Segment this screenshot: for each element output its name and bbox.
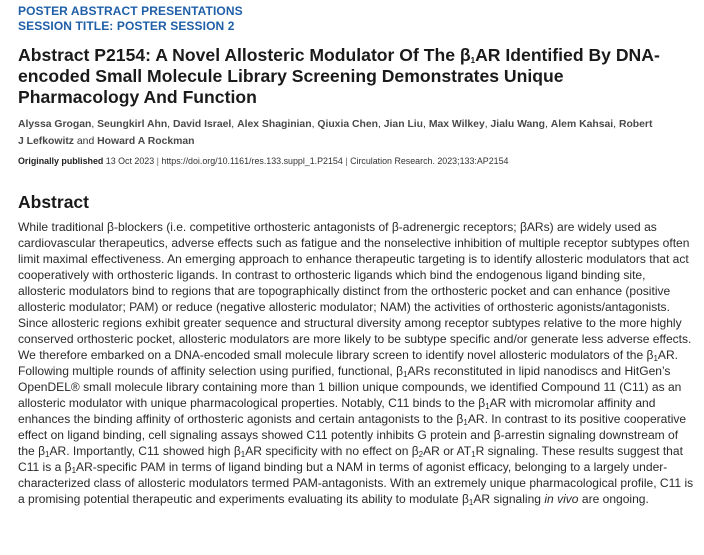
article-title xyxy=(18,45,688,108)
abstract-italic: in vivo xyxy=(544,492,579,506)
author-list: Alyssa Grogan, Seungkirl Ahn, David Israel, Alex Shaginian, Qiuxia Chen, Jian Liu, Max Wilkey, Jialu Wang, Alem Kahsai, Robert J Lefkowitz and Howard A Rockman xyxy=(18,119,653,147)
subscript: 1 xyxy=(45,450,50,459)
publication-meta: Originally published 13 Oct 2023 | https://doi.org/10.1161/res.133.suppl_1.P2154 | Circulation Research. 2023;133:AP2154 xyxy=(18,156,509,166)
abstract-text: ARs reconstituted in lipid nanodiscs and HitGen’s OpenDEL® small molecule library containing more than 1 billion unique compounds, we identified Compound 11 (C11) as an allosteric modulator with unique pharmacological properties. Notably, C11 binds to the β xyxy=(18,364,682,410)
abstract-text: AR specificity with no effect on β xyxy=(245,444,419,458)
author-link[interactable]: Qiuxia Chen xyxy=(317,119,378,130)
title-subscript: 1 xyxy=(470,56,476,65)
subscript: 1 xyxy=(471,450,476,459)
abstract-text: While traditional β-blockers (i.e. competitive orthosteric antagonists of β-adrenergic receptors; βARs) are widely used as cardiovascular therapeutics, adverse effects such as fatigue and the nonselective inhibition of multiple receptor subtypes often limit maximal effectiveness. An emerging approach to enhance therapeutic targeting is to identify allosteric modulators that act cooperatively with orthosteric ligands. In contrast to orthosteric ligands which bind the endogenous ligand binding site, allosteric modulators bind to regions that are topographically distinct from the orthosteric pocket and can enhance (positive allosteric modulator; PAM) or reduce (negative allosteric modulator; NAM) the activities of orthosteric agonists/antagonists. Since allosteric regions exhibit greater sequence and structural diversity among receptor subtypes relative to the more highly conserved orthosteric pocket, allosteric modulators are more likely to be subtype specific and/or generate less adverse effects. We therefore embarked on a DNA-encoded small molecule library screen to identify novel allosteric modulators of the β xyxy=(18,220,692,362)
abstract-heading: Abstract xyxy=(18,192,89,212)
subscript: 1 xyxy=(463,418,468,427)
abstract-text: AR. Importantly, C11 showed high β xyxy=(49,444,241,458)
author-link[interactable]: Alex Shaginian xyxy=(237,119,312,130)
author-link[interactable]: Jian Liu xyxy=(383,119,424,130)
author-link[interactable]: Robert J Lefkowitz xyxy=(18,119,653,147)
title-part-2: AR Identified By DNA-encoded Small Molecule Library Screening Demonstrates Unique Pharmacology And Function xyxy=(18,45,660,107)
title-part-1: Abstract P2154: A Novel Allosteric Modulator Of The β xyxy=(18,45,471,65)
abstract-text: AR-specific PAM in terms of ligand binding but a NAM in terms of agonist efficacy, belonging to a largely under-characterized class of allosteric modulators termed PAM-antagonists. With an extremely unique pharmacological profile, C11 is a promising potential therapeutic and experiments evaluating its ability to modulate β xyxy=(18,460,694,506)
published-date: 13 Oct 2023 xyxy=(105,156,155,166)
abstract-text: AR. Following multiple rounds of affinity selection using purified, functional, β xyxy=(18,348,679,378)
subscript: 2 xyxy=(418,450,424,459)
author-and: and xyxy=(76,136,95,147)
abstract-text: R signaling. These results suggest that C11 is a β xyxy=(18,444,683,474)
citation: Circulation Research. 2023;133:AP2154 xyxy=(350,156,509,166)
author-link[interactable]: Alyssa Grogan xyxy=(18,119,92,130)
article-page xyxy=(18,4,698,507)
subscript: 1 xyxy=(71,466,77,475)
abstract-body xyxy=(18,219,694,507)
doi-link[interactable]: https://doi.org/10.1161/res.133.suppl_1.P2154 xyxy=(161,156,343,166)
subscript: 1 xyxy=(468,498,474,507)
abstract-text: are ongoing. xyxy=(578,492,649,506)
author-link[interactable]: Jialu Wang xyxy=(490,119,545,130)
abstract-text: AR with micromolar affinity and enhances the binding affinity of orthosteric agonists and certain antagonists to the β xyxy=(18,396,656,426)
session-label[interactable]: SESSION TITLE: POSTER SESSION 2 xyxy=(18,19,235,33)
subscript: 1 xyxy=(653,354,658,363)
subscript: 1 xyxy=(403,370,408,379)
author-link[interactable]: Max Wilkey xyxy=(428,119,485,130)
author-link[interactable]: Howard A Rockman xyxy=(97,136,195,147)
subscript: 1 xyxy=(240,450,246,459)
published-label: Originally published xyxy=(18,156,104,166)
abstract-text: AR signaling xyxy=(473,492,545,506)
author-link[interactable]: Alem Kahsai xyxy=(550,119,614,130)
abstract-text: AR. In contrast to its positive cooperative effect on ligand binding, cell signaling assays showed C11 potently inhibits G protein and β-arrestin signaling downstream of the β xyxy=(18,412,687,458)
author-link[interactable]: David Israel xyxy=(172,119,232,130)
section-label[interactable]: POSTER ABSTRACT PRESENTATIONS xyxy=(18,4,243,18)
author-link[interactable]: Seungkirl Ahn xyxy=(97,119,168,130)
abstract-text: AR or AT xyxy=(423,444,472,458)
subscript: 1 xyxy=(485,402,490,411)
